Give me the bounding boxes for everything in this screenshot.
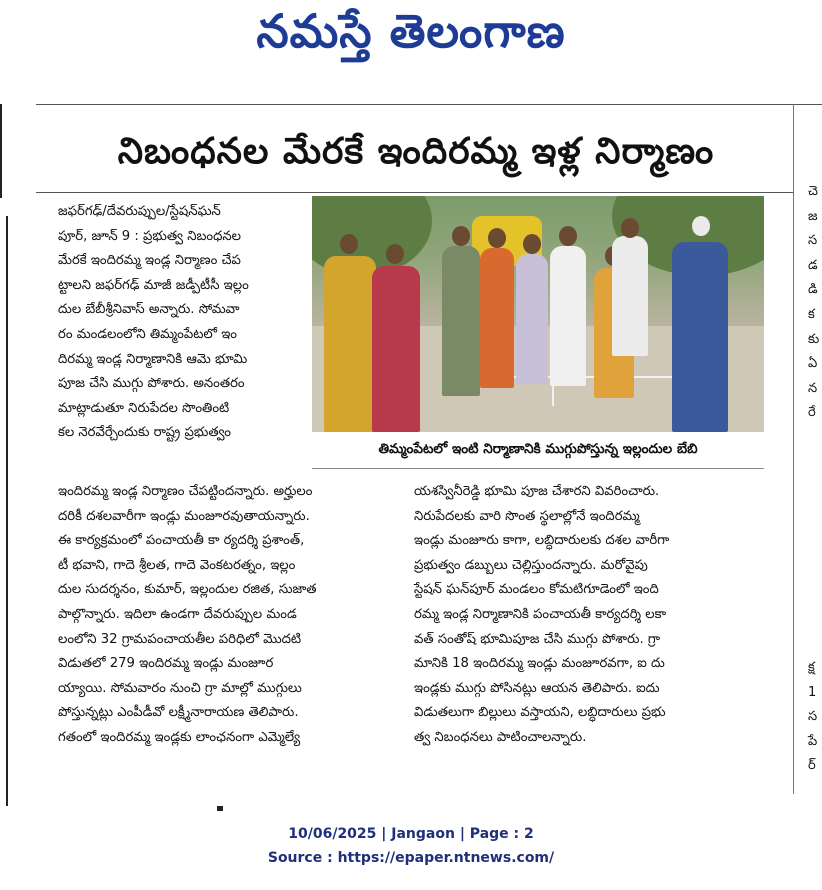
article-column-1 <box>58 200 308 446</box>
text-line: త్వ నిబంధనలు పాటించాలన్నారు. <box>414 729 587 745</box>
photo-person <box>480 248 514 388</box>
text-line: ప్రభుత్వం డబ్బులు చెల్లిస్తుందన్నారు. మరోవైపు <box>414 557 648 573</box>
top-rule <box>36 104 822 105</box>
fragment-text: జ <box>808 208 818 224</box>
text-line: మానికి 18 ఇందిరమ్మ ఇండ్లు మంజూరవగా, ఐ దు <box>414 656 665 672</box>
newspaper-logo: నమస్తే తెలంగాణ <box>256 4 566 58</box>
text-line: జఫర్‌గఢ్/దేవరుప్పుల/స్టేషన్‌ఘన్ <box>58 204 221 219</box>
headline-rule <box>36 192 793 193</box>
text-line: రమ్మ ఇండ్ల నిర్మాణానికి పంచాయతీ కార్యదర్శి లకా <box>414 606 667 622</box>
text-line: విడుతలో 279 ఇందిరమ్మ ఇండ్లు మంజూర <box>58 656 274 672</box>
photo-person-head <box>488 228 506 248</box>
column-end-mark <box>217 806 223 811</box>
photo-person <box>372 266 420 432</box>
text-line: విడుతలుగా బిల్లులు వస్తాయని, లబ్ధిదారులు ప్రభు <box>414 705 666 721</box>
edition-info: 10/06/2025 | Jangaon | Page : 2 <box>288 826 534 842</box>
text-line: దుల సుదర్శనం, కుమార్, ఇల్లందుల రజిత, సుజాత <box>58 582 317 598</box>
text-line: దరికీ దశలవారీగా ఇండ్లు మంజూరవుతాయన్నారు. <box>58 508 310 524</box>
text-line: దిరమ్మ ఇండ్ల నిర్మాణానికి ఆమె భూమి <box>58 351 248 367</box>
text-line: మాట్లాడుతూ నిరుపేదల సొంతింటి <box>58 400 230 416</box>
text-line: ఇండ్లు మంజూరు కాగా, లబ్ధిదారులకు దశల వారీగా <box>414 533 670 549</box>
text-line: మేరకే ఇందిరమ్మ ఇండ్ల నిర్మాణం చేప <box>58 253 241 269</box>
text-line: య్యాయి. సోమవారం నుంచి గ్రా మాల్లో ముగ్గులు <box>58 680 302 696</box>
fragment-text: రే <box>808 405 816 421</box>
article-photo <box>312 196 764 432</box>
text-line: వత్ సంతోష్ భూమిపూజ చేసి ముగ్గు పోశారు. గ్రా <box>414 631 660 647</box>
photo-person-head <box>523 234 541 254</box>
text-line: లంలోని 32 గ్రామపంచాయతీల పరిధిలో మొదటి <box>58 631 302 647</box>
text-line: యశస్వినీరెడ్డి భూమి పూజ చేశారని వివరించారు. <box>414 484 660 499</box>
fragment-text: స <box>808 233 818 249</box>
photo-person-head <box>621 218 639 238</box>
text-line: నిరుపేదలకు వారి సొంత స్థలాల్లోనే ఇందిరమ్మ <box>414 508 640 524</box>
photo-person-head <box>452 226 470 246</box>
photo-person-head <box>692 216 710 236</box>
fragment-text: ఏ <box>808 356 818 372</box>
text-line: దుల బేబీశ్రీనివాస్ అన్నారు. సోమవా <box>58 302 240 318</box>
fragment-text: 1 <box>808 684 817 700</box>
photo-person-head <box>386 244 404 264</box>
text-line: ఇందిరమ్మ ఇండ్ల నిర్మాణం చేపట్టిందన్నారు. అర్హులం <box>58 484 313 499</box>
fragment-text: డ <box>808 257 818 273</box>
photo-person <box>442 246 480 396</box>
caption-rule <box>312 468 764 469</box>
photo-person <box>516 254 548 384</box>
article-column-1-continued <box>58 480 414 751</box>
source-link[interactable]: Source : https://epaper.ntnews.com/ <box>267 850 555 866</box>
text-line: స్టేషన్ ఘన్‌పూర్ మండలం కోమటిగూడెంలో ఇంది <box>414 582 659 598</box>
adjacent-article-fragment <box>808 180 819 426</box>
left-margin-rule <box>0 104 2 198</box>
text-line: పాల్గొన్నారు. ఇదిలా ఉండగా దేవరుప్పుల మండ <box>58 606 297 622</box>
text-line: గతంలో ఇందిరమ్మ ఇండ్లకు లాంఛనంగా ఎమ్మెల్యే <box>58 729 301 745</box>
article-column-2 <box>414 480 760 751</box>
photo-person-head <box>340 234 358 254</box>
fragment-text: న <box>808 380 818 396</box>
photo-person <box>324 256 376 432</box>
photo-person <box>550 246 586 386</box>
text-line: ట్టాలని జఫర్‌గఢ్ మాజీ జడ్పీటీసీ ఇల్లం <box>58 277 249 293</box>
photo-person-head <box>559 226 577 246</box>
text-line: ఈ కార్యక్రమంలో పంచాయతీ కా ర్యదర్శి ప్రశాంత్, <box>58 533 305 549</box>
right-column-rule <box>793 104 794 794</box>
fragment-text: ర్ <box>808 758 816 774</box>
fragment-text: కు <box>808 331 820 347</box>
text-line: పోస్తున్నట్లు ఎంపీడీవో లక్ష్మీనారాయణ తెలిపారు. <box>58 705 299 721</box>
fragment-text: స <box>808 709 818 725</box>
masthead <box>0 0 822 78</box>
fragment-text: చె <box>808 184 818 199</box>
adjacent-article-fragment-2 <box>808 656 817 779</box>
fragment-text: క <box>808 306 815 322</box>
text-line: రం మండలంలోని తిమ్మంపేటలో ఇం <box>58 326 237 342</box>
fragment-text: క్ష <box>808 660 815 675</box>
text-line: పూర్, జూన్ 9 : ప్రభుత్వ నిబంధనల <box>58 228 241 244</box>
text-line: ఇండ్లకు ముగ్గు పోసినట్లు ఆయన తెలిపారు. ఐదు <box>414 680 660 696</box>
text-line: టీ భవాని, గాదె శ్రీలత, గాదె వెంకటరత్నం, ఇల్లం <box>58 557 296 573</box>
photo-caption: తిమ్మంపేటలో ఇంటి నిర్మాణానికి ముగ్గుపోస్తున్న ఇల్లందుల బేబి <box>378 441 698 457</box>
fragment-text: పే <box>808 733 818 749</box>
left-column-rule <box>6 216 8 806</box>
photo-person <box>612 236 648 356</box>
article-headline: నిబంధనల మేరకే ఇందిరమ్మ ఇళ్ల నిర్మాణం <box>117 131 715 172</box>
fragment-text: డి <box>808 282 818 298</box>
text-line: పూజ చేసి ముగ్గు పోశారు. అనంతరం <box>58 376 245 392</box>
photo-person <box>672 242 728 432</box>
text-line: కల నెరవేర్చేందుకు రాష్ట్ర ప్రభుత్వం <box>58 425 231 441</box>
